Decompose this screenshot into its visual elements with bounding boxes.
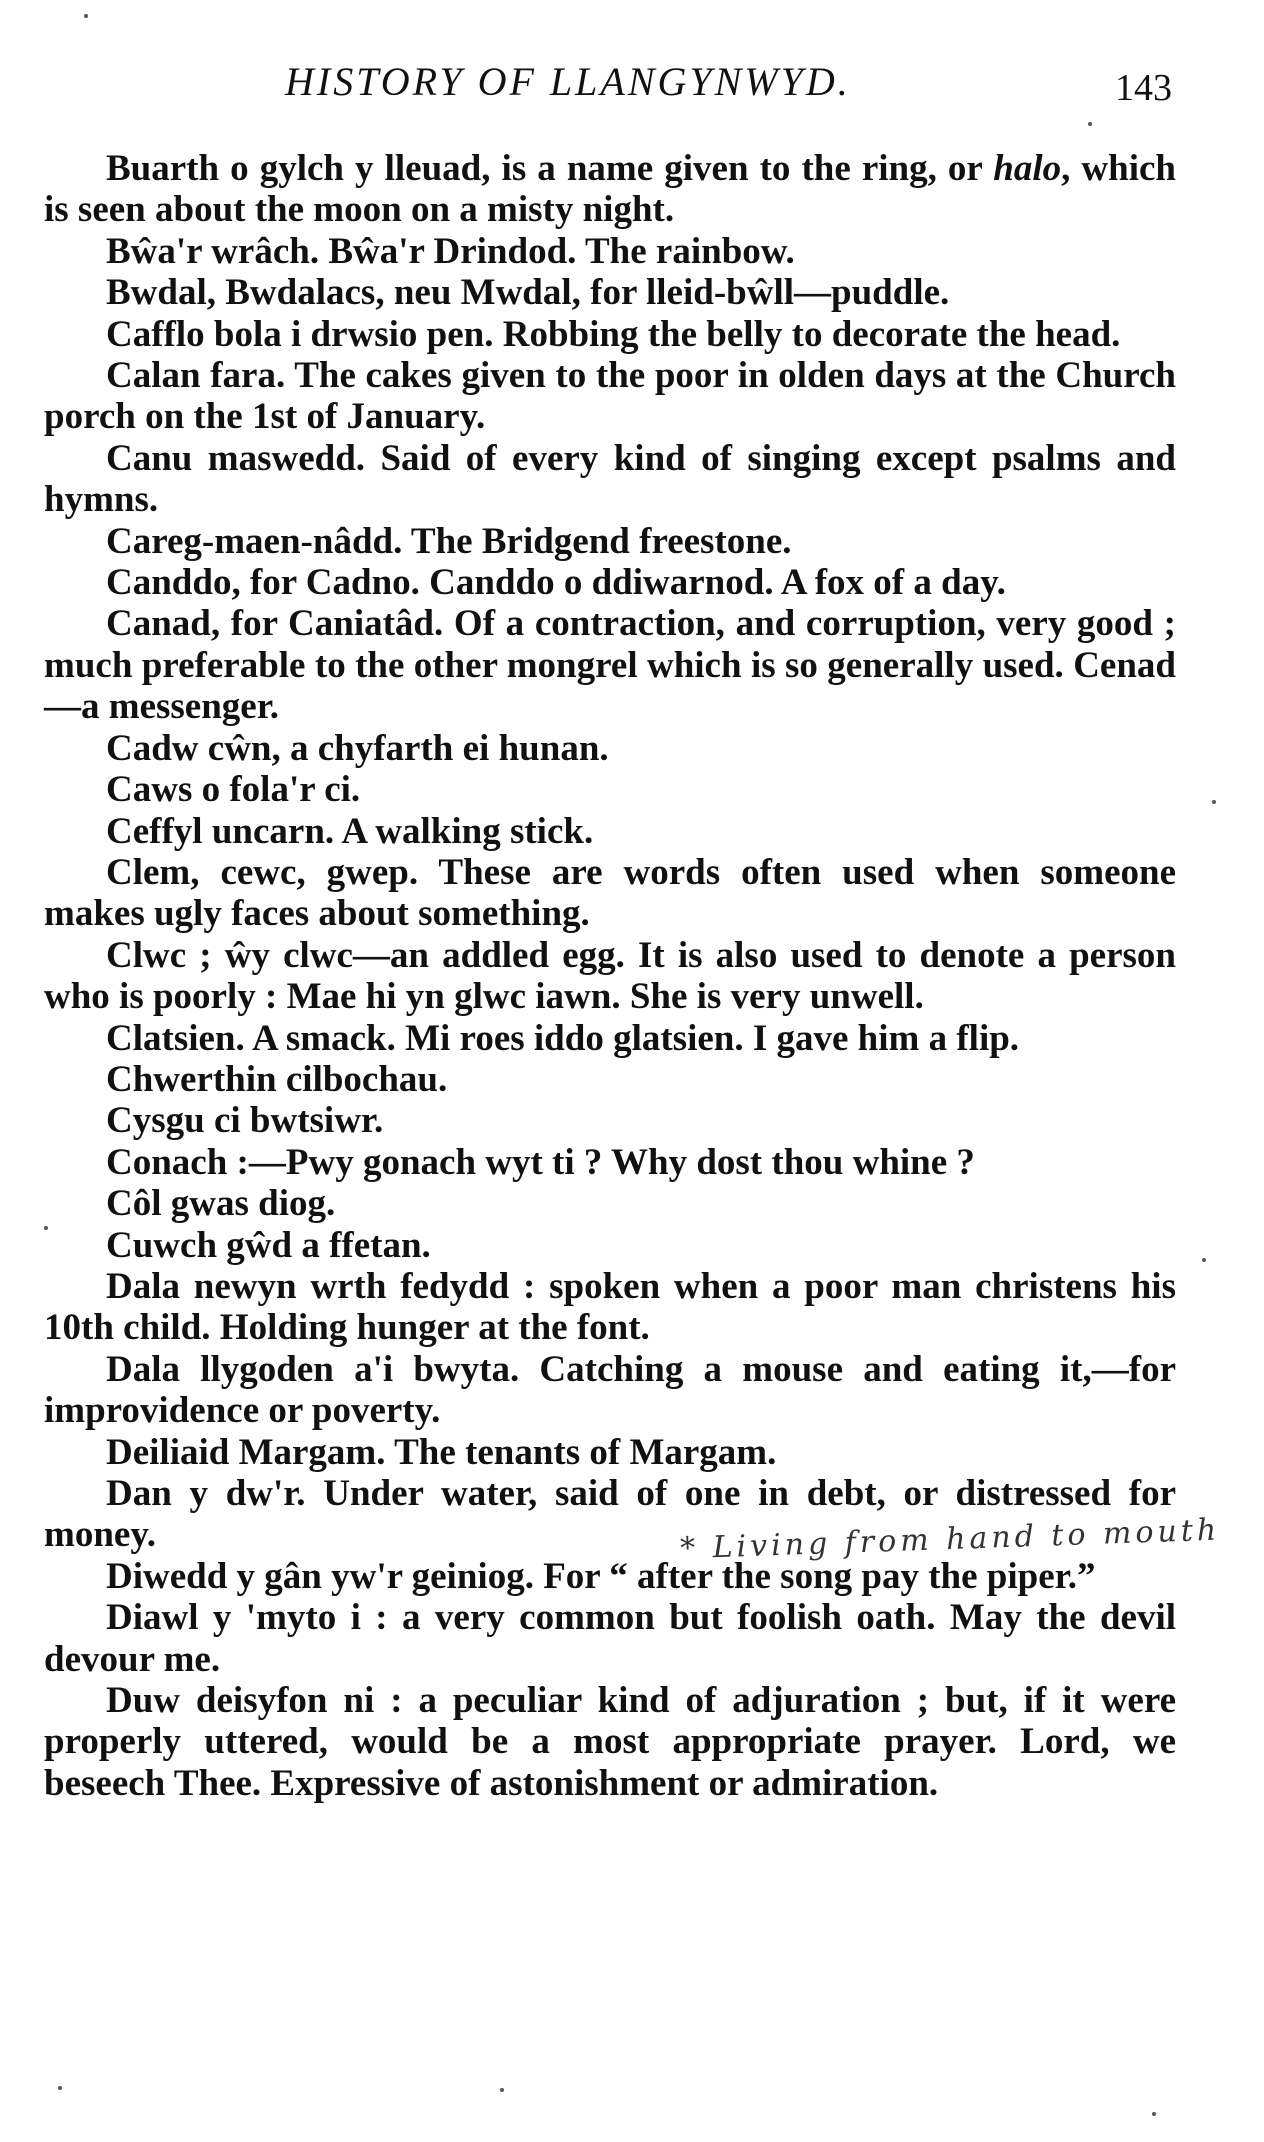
handwritten-marginal-note: * Living from hand to mouth bbox=[679, 1512, 1221, 1567]
entry-text: Canu maswedd. Said of every kind of singing except psalms and hymns. bbox=[44, 437, 1176, 521]
glossary-entry bbox=[44, 1142, 1176, 1183]
glossary-entry bbox=[44, 1597, 1176, 1680]
print-speck bbox=[1212, 800, 1216, 804]
glossary-entry bbox=[44, 1018, 1176, 1059]
glossary-entry bbox=[44, 562, 1176, 603]
entry-text: Cysgu ci bwtsiwr. bbox=[106, 1100, 384, 1142]
glossary-entry bbox=[44, 1432, 1176, 1473]
print-speck bbox=[1152, 2112, 1156, 2116]
glossary-entry bbox=[44, 272, 1176, 313]
glossary-entry bbox=[44, 355, 1176, 438]
glossary-entry bbox=[44, 1225, 1176, 1266]
entry-text: Conach :—Pwy gonach wyt ti ? Why dost thou whine ? bbox=[106, 1141, 975, 1183]
entry-text: Canddo, for Cadno. Canddo o ddiwarnod. A fox of a day. bbox=[106, 562, 1006, 604]
glossary-entry bbox=[44, 603, 1176, 727]
glossary-entry bbox=[44, 728, 1176, 769]
entry-text: Bŵa'r wrâch. Bŵa'r Drindod. The rainbow. bbox=[106, 230, 795, 272]
entry-text: Buarth o gylch y lleuad, is a name given to the ring, or bbox=[106, 148, 994, 189]
glossary-entry bbox=[44, 769, 1176, 810]
entry-text: Canad, for Caniatâd. Of a contraction, and corruption, very good ; much preferable to the other mongrel which is so generally used. Cenad—a messenger. bbox=[44, 603, 1176, 728]
glossary-entry bbox=[44, 521, 1176, 562]
entry-text: Cadw cŵn, a chyfarth ei hunan. bbox=[106, 727, 609, 769]
entry-text: Cafflo bola i drwsio pen. Robbing the belly to decorate the head. bbox=[106, 313, 1121, 355]
glossary-entry bbox=[44, 1100, 1176, 1141]
glossary-entry bbox=[44, 1680, 1176, 1804]
print-speck bbox=[84, 14, 88, 18]
entry-text: Diawl y 'myto i : a very common but foolish oath. May the devil devour me. bbox=[44, 1597, 1176, 1680]
glossary-entry bbox=[44, 148, 1176, 231]
print-speck bbox=[1202, 1258, 1206, 1262]
entry-text: Bwdal, Bwdalacs, neu Mwdal, for lleid-bŵll—puddle. bbox=[106, 272, 950, 314]
entry-italic-term: halo bbox=[993, 148, 1062, 189]
entry-text: Dala llygoden a'i bwyta. Catching a mouse and eating it,—for improvidence or poverty. bbox=[44, 1348, 1176, 1432]
glossary-entry bbox=[44, 438, 1176, 521]
glossary-entry bbox=[44, 231, 1176, 272]
running-title: HISTORY OF LLANGYNWYD. bbox=[285, 59, 851, 104]
glossary-entry bbox=[44, 1349, 1176, 1432]
entry-text: Chwerthin cilbochau. bbox=[106, 1058, 448, 1100]
entry-text: Clatsien. A smack. Mi roes iddo glatsien. I gave him a flip. bbox=[106, 1017, 1020, 1059]
entry-text: Careg-maen-nâdd. The Bridgend freestone. bbox=[106, 520, 792, 562]
entry-text: Duw deisyfon ni : a peculiar kind of adjuration ; but, if it were properly uttered, would be a most appropriate prayer. Lord, we beseech Thee. Expressive of astonishment or admiration. bbox=[44, 1680, 1176, 1804]
print-speck bbox=[44, 1226, 48, 1230]
glossary-entry bbox=[44, 1556, 1176, 1597]
page-header bbox=[0, 58, 1264, 118]
glossary-entry bbox=[44, 314, 1176, 355]
entry-text: Dala newyn wrth fedydd : spoken when a poor man christens his 10th child. Holding hunger at the font. bbox=[44, 1265, 1176, 1349]
entry-text: Clwc ; ŵy clwc—an addled egg. It is also used to denote a person who is poorly : Mae hi yn glwc iawn. She is very unwell. bbox=[44, 934, 1176, 1018]
print-speck bbox=[58, 2086, 62, 2090]
entry-text: Dan y dw'r. Under water, said of one in debt, or distressed for money. bbox=[44, 1473, 1176, 1556]
glossary-body bbox=[44, 148, 1176, 1804]
entry-text: Cuwch gŵd a ffetan. bbox=[106, 1224, 431, 1266]
entry-text: Ceffyl uncarn. A walking stick. bbox=[106, 810, 594, 852]
glossary-entry bbox=[44, 1183, 1176, 1224]
entry-text: Côl gwas diog. bbox=[106, 1183, 336, 1225]
page-number: 143 bbox=[1115, 67, 1172, 109]
glossary-entry bbox=[44, 935, 1176, 1018]
entry-text: Diwedd y gân yw'r geiniog. For “ after the song pay the piper.” bbox=[106, 1555, 1096, 1597]
entry-text: Calan fara. The cakes given to the poor in olden days at the Church porch on the 1st of January. bbox=[44, 355, 1176, 438]
entry-text: Caws o fola'r ci. bbox=[106, 769, 361, 811]
glossary-entry bbox=[44, 1266, 1176, 1349]
entry-text: Deiliaid Margam. The tenants of Margam. bbox=[106, 1431, 777, 1473]
glossary-entry bbox=[44, 852, 1176, 935]
glossary-entry bbox=[44, 1059, 1176, 1100]
print-speck bbox=[500, 2088, 504, 2092]
print-speck bbox=[1088, 122, 1092, 126]
glossary-entry bbox=[44, 811, 1176, 852]
entry-text-continued: , which is seen about the moon on a misty night. bbox=[44, 148, 1176, 231]
entry-text: Clem, cewc, gwep. These are words often used when someone makes ugly faces about something. bbox=[44, 851, 1176, 935]
